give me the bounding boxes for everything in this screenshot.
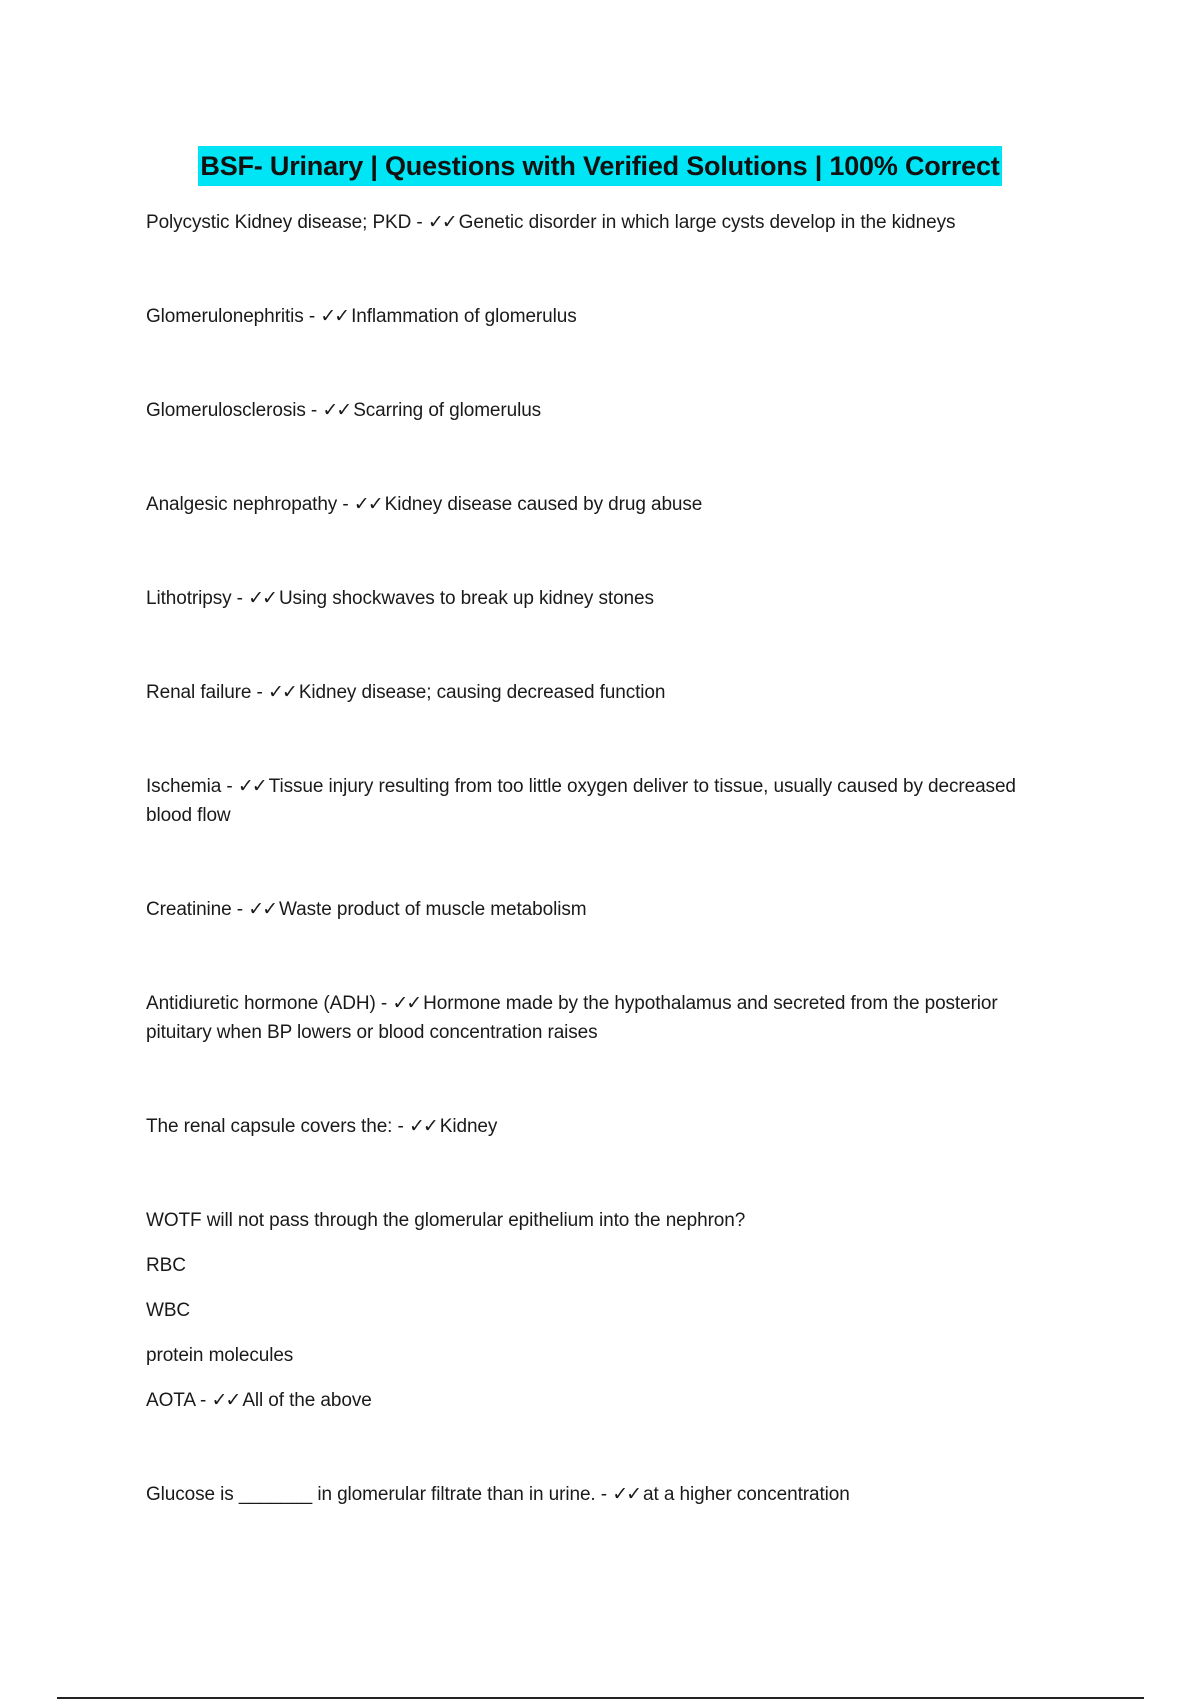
checkmark-icon: ✓✓ <box>248 588 276 609</box>
qa-entry <box>146 989 1046 1047</box>
qa-entry <box>146 396 1046 425</box>
mc-option: RBC <box>146 1255 186 1276</box>
checkmark-icon: ✓✓ <box>612 1484 641 1505</box>
checkmark-icon: ✓✓ <box>237 776 266 797</box>
checkmark-icon: ✓✓ <box>322 400 351 421</box>
answer: Inflammation of glomerulus <box>351 306 577 327</box>
term: Glucose is _______ in glomerular filtrate than in urine. <box>146 1484 596 1505</box>
separator: - <box>303 306 321 327</box>
term: The renal capsule covers the: <box>146 1116 393 1137</box>
separator: - <box>392 1116 409 1137</box>
qa-entry <box>146 490 1046 519</box>
qa-entry <box>146 678 1046 707</box>
footer-divider <box>57 1697 1144 1699</box>
checkmark-icon: ✓✓ <box>248 899 277 920</box>
mc-final-line <box>146 1386 1046 1415</box>
checkmark-icon: ✓✓ <box>320 306 349 327</box>
mc-final-option: AOTA <box>146 1390 195 1411</box>
checkmark-icon: ✓✓ <box>408 1116 437 1137</box>
term: Creatinine <box>146 899 232 920</box>
mc-answer: All of the above <box>242 1390 372 1411</box>
mc-option: protein molecules <box>146 1345 294 1366</box>
checkmark-icon: ✓✓ <box>267 682 296 703</box>
qa-entry <box>146 1112 1046 1141</box>
separator: - <box>231 588 249 609</box>
title-wrap <box>0 146 1200 186</box>
separator: - <box>595 1484 613 1505</box>
mc-question: WOTF will not pass through the glomerular epithelium into the nephron? <box>146 1210 746 1231</box>
answer: Waste product of muscle metabolism <box>279 899 587 920</box>
answer: Kidney <box>439 1116 498 1137</box>
mc-option: WBC <box>146 1300 191 1321</box>
separator: - <box>221 776 238 797</box>
qa-entry <box>146 1480 1046 1509</box>
separator: - <box>251 682 268 703</box>
checkmark-icon: ✓✓ <box>211 1390 240 1411</box>
term: Glomerulosclerosis <box>146 400 306 421</box>
checkmark-icon: ✓✓ <box>353 494 382 515</box>
qa-entry <box>146 895 1046 924</box>
answer: Tissue injury resulting from too little oxygen deliver to tissue, usually caused by decreased blood flow <box>146 776 1016 826</box>
term: Antidiuretic hormone (ADH) <box>146 993 376 1014</box>
qa-entry <box>146 584 1046 613</box>
separator: - <box>305 400 323 421</box>
answer: at a higher concentration <box>643 1484 850 1505</box>
answer: Genetic disorder in which large cysts develop in the kidneys <box>458 212 956 233</box>
multiple-choice-entry <box>146 1206 1046 1415</box>
separator: - <box>337 494 354 515</box>
qa-entry <box>146 302 1046 331</box>
answer: Hormone made by the hypothalamus and secreted from the posterior pituitary when BP lowers or blood concentration raises <box>146 993 998 1043</box>
term: Ischemia <box>146 776 222 797</box>
separator: - <box>194 1390 212 1411</box>
checkmark-icon: ✓✓ <box>427 212 456 233</box>
separator: - <box>411 212 428 233</box>
separator: - <box>231 899 249 920</box>
term: Polycystic Kidney disease; PKD <box>146 212 412 233</box>
answer: Kidney disease; causing decreased function <box>298 682 666 703</box>
term: Lithotripsy <box>146 588 232 609</box>
page-title: BSF- Urinary | Questions with Verified Solutions | 100% Correct <box>198 146 1001 186</box>
term: Renal failure <box>146 682 252 703</box>
content <box>146 208 1046 1574</box>
term: Analgesic nephropathy <box>146 494 338 515</box>
term: Glomerulonephritis <box>146 306 304 327</box>
qa-entry <box>146 772 1046 830</box>
answer: Kidney disease caused by drug abuse <box>384 494 703 515</box>
answer: Using shockwaves to break up kidney stones <box>278 588 654 609</box>
checkmark-icon: ✓✓ <box>392 993 421 1014</box>
separator: - <box>375 993 393 1014</box>
answer: Scarring of glomerulus <box>353 400 542 421</box>
qa-entry <box>146 208 1046 237</box>
